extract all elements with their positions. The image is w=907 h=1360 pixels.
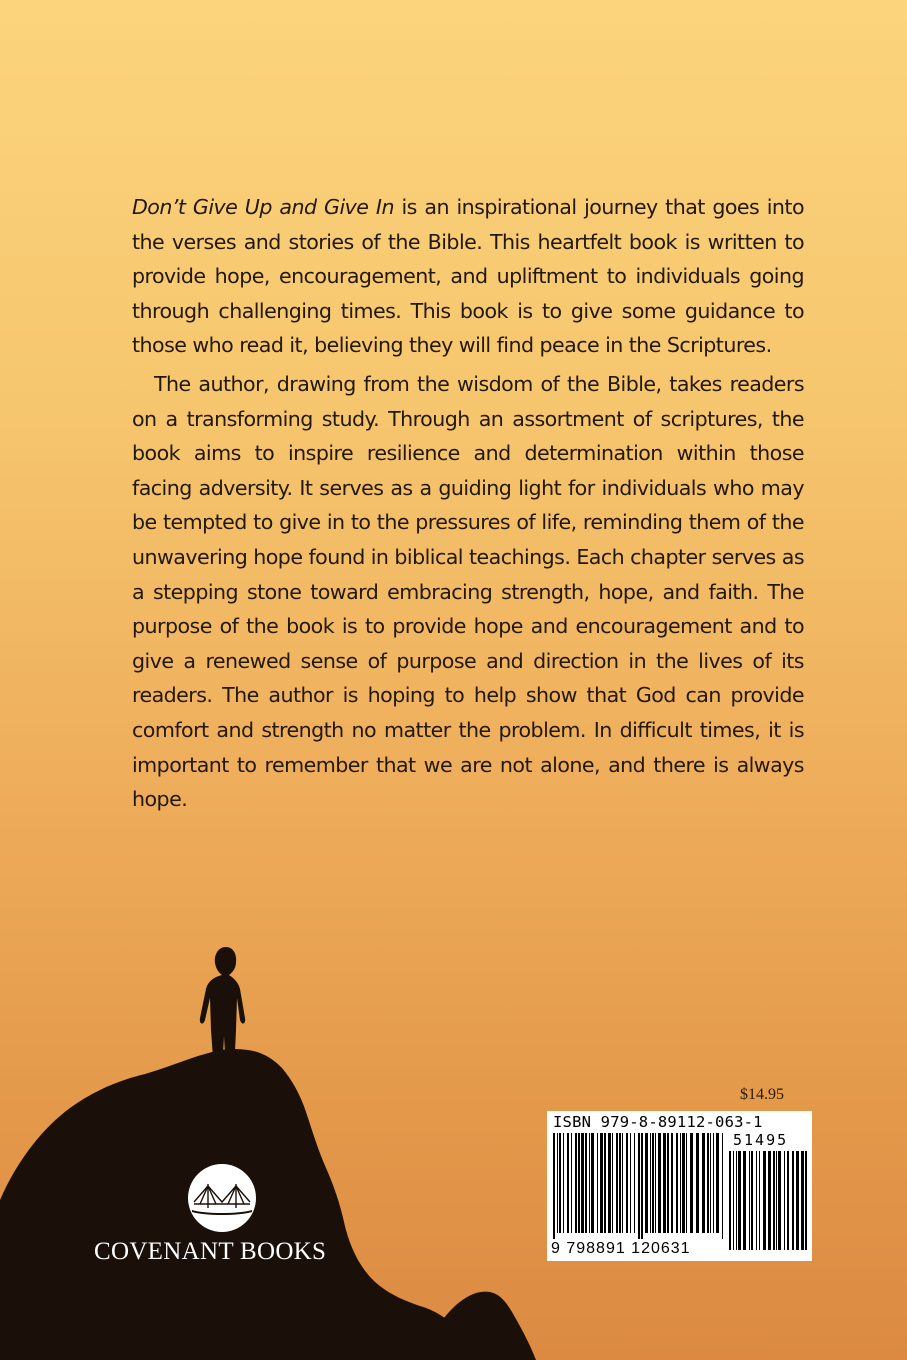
publisher-name: COVENANT BOOKS bbox=[94, 1238, 327, 1265]
book-title-italic: Don’t Give Up and Give In bbox=[132, 195, 394, 219]
ean-barcode-bars bbox=[553, 1133, 725, 1239]
ean-digits-label: 9 798891 120631 bbox=[551, 1240, 691, 1257]
isbn-label: ISBN 979-8-89112-063-1 bbox=[553, 1113, 763, 1131]
blurb-paragraph-1-text: is an inspirational journey that goes into the verses and stories of the Bible. This heartfelt book is written to provide hope, encouragement, and upliftment to individuals going through challenging times. This book is to give some guidance to those who read it, believing they will find peace in the Scriptures. bbox=[132, 195, 804, 358]
isbn-barcode bbox=[547, 1111, 812, 1261]
bridge-circle-icon bbox=[186, 1162, 258, 1234]
blurb-paragraph-2: The author, drawing from the wisdom of the Bible, takes readers on a transforming study. Through an assortment of scriptures, the book aims to inspire resilience and determination within those facing adversity. It serves as a guiding light for individuals who may be tempted to give in to the pressures of life, reminding them of the unwavering hope found in biblical teachings. Each chapter serves as a stepping stone toward embracing strength, hope, and faith. The purpose of the book is to provide hope and encouragement and to give a renewed sense of purpose and direction in the lives of its readers. The author is hoping to help show that God can provide comfort and strength no matter the problem. In difficult times, it is important to remember that we are not alone, and there is always hope. bbox=[132, 371, 804, 812]
addon-barcode-bars bbox=[729, 1151, 807, 1256]
price-label: $14.95 bbox=[740, 1086, 784, 1103]
addon-code-label: 51495 bbox=[733, 1131, 789, 1149]
